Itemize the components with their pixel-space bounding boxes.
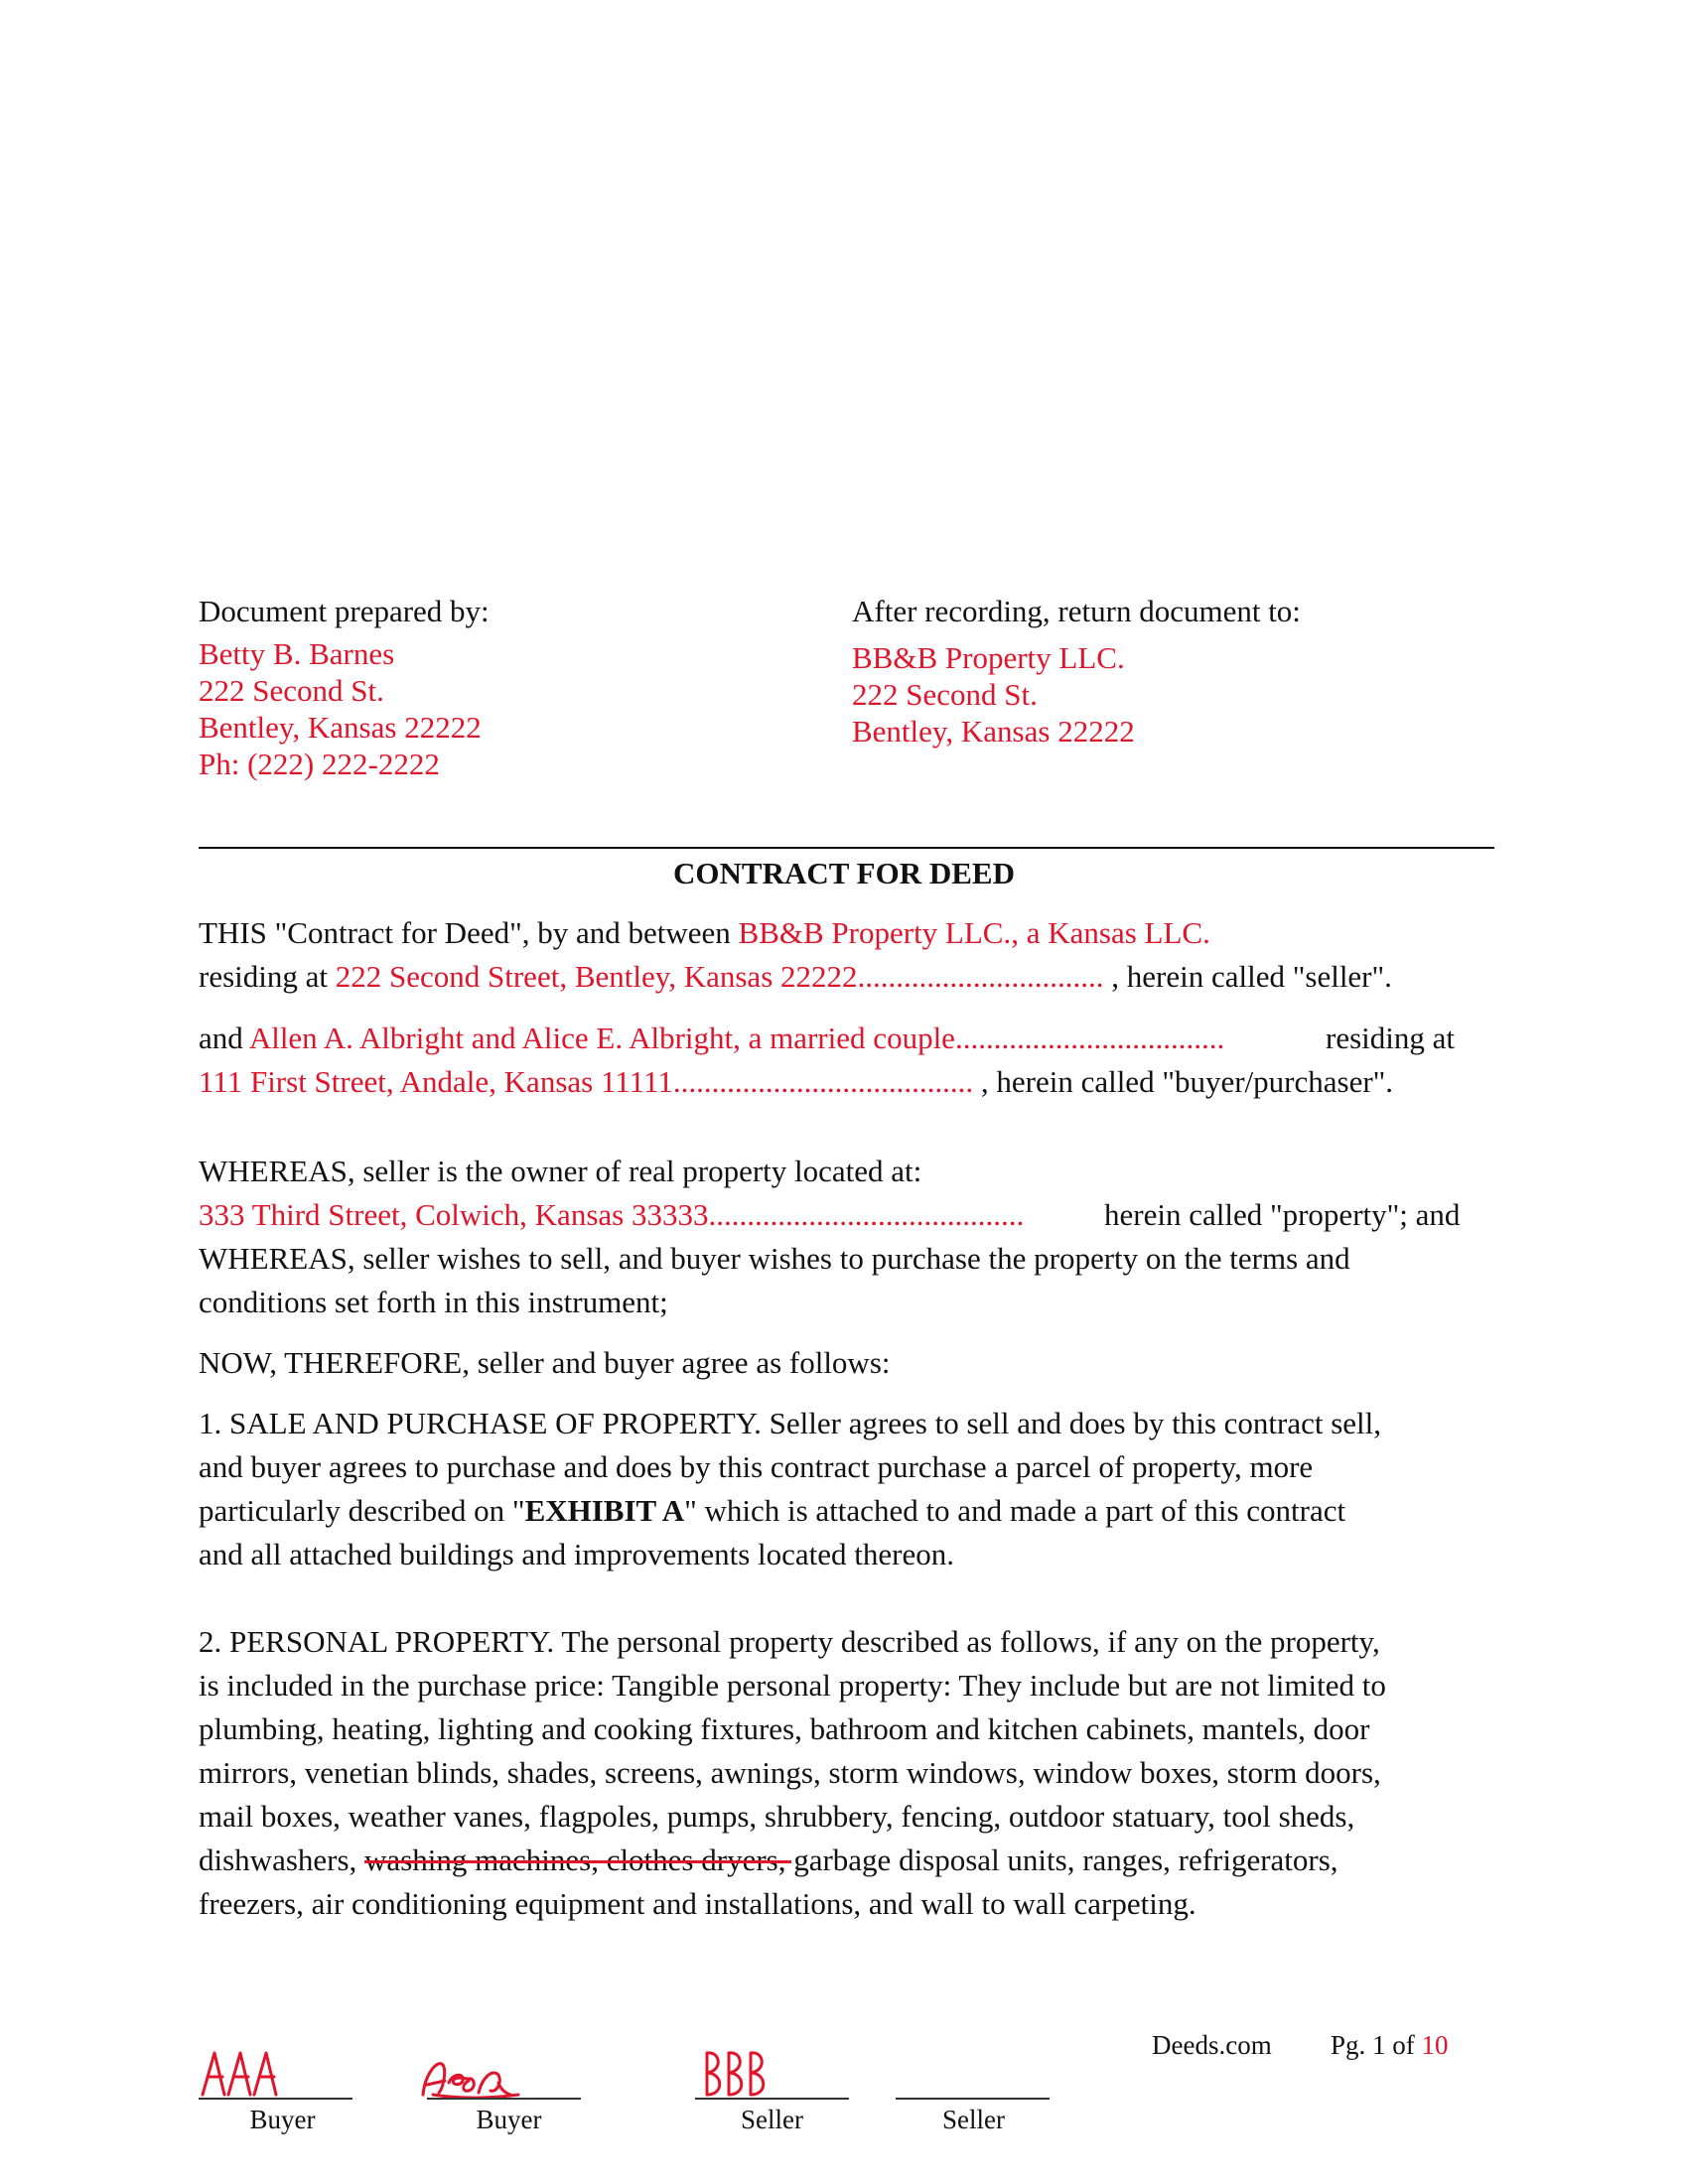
buyer-2-signature-line[interactable]	[427, 2098, 581, 2100]
section2-line-2: is included in the purchase price: Tangible personal property: They include but are not limited to	[199, 1668, 1386, 1703]
seller-1-signature	[701, 2047, 780, 2099]
buyer-residing-label: residing at	[1326, 1021, 1455, 1055]
return-to-name: BB&B Property LLC.	[852, 640, 1125, 675]
page-total: 10	[1421, 2030, 1449, 2060]
seller-suffix: , herein called "seller".	[1103, 959, 1392, 994]
section2-line-6	[199, 1843, 1338, 1878]
whereas-line-1: WHEREAS, seller is the owner of real property located at:	[199, 1154, 922, 1188]
struck-text: washing machines, clothes dryers,	[364, 1843, 786, 1877]
seller-address-dots: ................................	[857, 959, 1104, 994]
section2-line-1: 2. PERSONAL PROPERTY. The personal property described as follows, if any on the property,	[199, 1624, 1380, 1659]
whereas-line-4: conditions set forth in this instrument;	[199, 1285, 668, 1319]
seller-name: BB&B Property LLC., a Kansas LLC.	[738, 915, 1210, 950]
section2-line-7: freezers, air conditioning equipment and installations, and wall to wall carpeting.	[199, 1886, 1196, 1921]
document-title: CONTRACT FOR DEED	[673, 856, 1015, 890]
section2-line-4: mirrors, venetian blinds, shades, screens, awnings, storm windows, window boxes, storm doors,	[199, 1755, 1381, 1790]
parties-line-4	[199, 1064, 1393, 1100]
and-label: and	[199, 1021, 249, 1055]
section2-line-6-post: garbage disposal units, ranges, refrigerators,	[785, 1843, 1338, 1877]
parties-line-1	[199, 915, 1210, 951]
section1-line-3	[199, 1493, 1345, 1529]
prepared-by-name: Betty B. Barnes	[199, 636, 395, 671]
section1-line-1: 1. SALE AND PURCHASE OF PROPERTY. Seller agrees to sell and does by this contract sell,	[199, 1406, 1382, 1440]
property-suffix: herein called "property"; and	[1104, 1197, 1461, 1232]
return-to-label: After recording, return document to:	[852, 594, 1301, 628]
exhibit-a-reference: EXHIBIT A	[524, 1493, 685, 1528]
buyer-1-signature-line[interactable]	[199, 2098, 352, 2100]
parties-line-2	[199, 959, 1392, 995]
seller-2-label: Seller	[942, 2105, 1005, 2134]
buyer-1-signature	[199, 2047, 328, 2099]
parties-line-3	[199, 1021, 1224, 1056]
prepared-by-label: Document prepared by:	[199, 594, 490, 628]
whereas-line-2	[199, 1197, 1024, 1233]
seller-1-signature-line[interactable]	[695, 2098, 849, 2100]
prepared-by-city: Bentley, Kansas 22222	[199, 710, 482, 745]
section2-line-5: mail boxes, weather vanes, flagpoles, pumps, shrubbery, fencing, outdoor statuary, tool sheds,	[199, 1799, 1355, 1834]
buyer-name: Allen A. Albright and Alice E. Albright, a married couple	[248, 1021, 955, 1055]
section1-line-3-pre: particularly described on "	[199, 1493, 525, 1528]
parties-intro: THIS "Contract for Deed", by and between	[199, 915, 739, 950]
seller-2-signature-line[interactable]	[896, 2098, 1050, 2100]
property-address: 333 Third Street, Colwich, Kansas 33333	[199, 1197, 709, 1232]
buyer-name-dots: ...................................	[954, 1021, 1225, 1055]
prepared-by-phone: Ph: (222) 222-2222	[199, 747, 440, 781]
buyer-suffix: , herein called "buyer/purchaser".	[973, 1064, 1394, 1099]
seller-address: 222 Second Street, Bentley, Kansas 22222	[335, 959, 858, 994]
residing-at-label: residing at	[199, 959, 336, 994]
buyer-address-dots: .......................................	[672, 1064, 974, 1099]
buyer-2-signature	[419, 2055, 528, 2101]
seller-1-label: Seller	[741, 2105, 803, 2134]
return-to-street: 222 Second St.	[852, 677, 1038, 712]
page-prefix: Pg. 1 of	[1331, 2030, 1415, 2060]
whereas-line-3: WHEREAS, seller wishes to sell, and buyer wishes to purchase the property on the terms and	[199, 1241, 1350, 1276]
buyer-2-label: Buyer	[476, 2105, 542, 2134]
return-to-city: Bentley, Kansas 22222	[852, 714, 1135, 749]
header-divider	[199, 847, 1494, 849]
footer-site: Deeds.com	[1152, 2030, 1272, 2060]
section2-line-6-pre: dishwashers,	[199, 1843, 365, 1877]
section1-line-3-post: " which is attached to and made a part of this contract	[684, 1493, 1346, 1528]
property-address-dots: .........................................	[708, 1197, 1025, 1232]
page-number	[1331, 2030, 1449, 2061]
prepared-by-street: 222 Second St.	[199, 673, 384, 708]
section1-line-4: and all attached buildings and improvements located thereon.	[199, 1537, 954, 1571]
section1-line-2: and buyer agrees to purchase and does by this contract purchase a parcel of property, more	[199, 1449, 1314, 1484]
now-therefore: NOW, THEREFORE, seller and buyer agree as follows:	[199, 1345, 891, 1380]
section2-line-3: plumbing, heating, lighting and cooking fixtures, bathroom and kitchen cabinets, mantels, door	[199, 1711, 1370, 1746]
buyer-1-label: Buyer	[249, 2105, 316, 2134]
buyer-address: 111 First Street, Andale, Kansas 11111	[199, 1064, 673, 1099]
